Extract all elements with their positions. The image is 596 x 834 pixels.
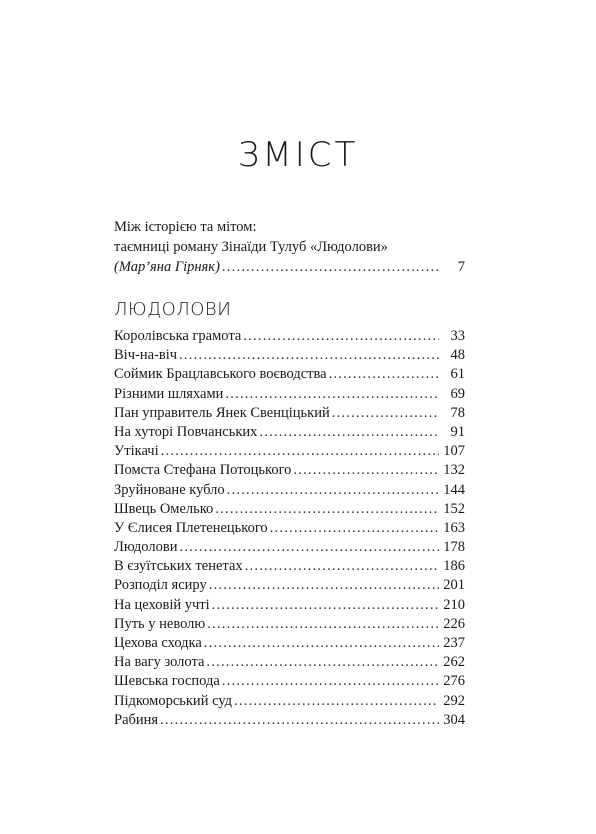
- page-number: 48: [450, 347, 465, 364]
- toc-entry[interactable]: [114, 692, 465, 711]
- toc-entry-title: Королівська грамота: [114, 328, 242, 344]
- intro-title-line-2: таємниці роману Зінаїди Тулуб «Людолови»: [114, 239, 388, 255]
- toc-entry[interactable]: [114, 576, 465, 595]
- toc-entry[interactable]: [114, 519, 465, 538]
- toc-entry-title: Шевська господа: [114, 673, 220, 690]
- dot-leader: [179, 538, 439, 557]
- toc-entry[interactable]: [114, 346, 465, 365]
- dot-leader: [179, 346, 439, 365]
- toc-entry-title: Помста Стефана Потоцького: [114, 462, 292, 479]
- toc-entry[interactable]: [114, 442, 465, 461]
- page-number: 107: [443, 443, 465, 460]
- toc-entry[interactable]: [114, 538, 465, 557]
- page-title: ЗМІСТ: [237, 134, 359, 175]
- toc-entry-title: На хуторі Повчанських: [114, 423, 258, 440]
- toc-entry-title: Зруйноване кубло: [114, 481, 225, 498]
- toc-entry[interactable]: [114, 672, 465, 691]
- toc-entry-title: Підкоморський суд: [114, 692, 233, 709]
- page-number: 186: [443, 558, 465, 575]
- dot-leader: [161, 442, 439, 461]
- dot-leader: [225, 385, 439, 404]
- dot-leader: [215, 500, 439, 519]
- dot-leader: [206, 653, 439, 672]
- dot-leader: [209, 576, 439, 595]
- toc-entry-title: На цеховій учті: [114, 596, 210, 613]
- page-number: 276: [443, 673, 465, 690]
- toc-entry-title: Цехова сходка: [114, 635, 202, 651]
- dot-leader: [212, 596, 439, 615]
- dot-leader: [329, 365, 439, 384]
- toc-entry[interactable]: [114, 423, 465, 442]
- toc-entry[interactable]: [114, 634, 465, 653]
- page-number: 91: [450, 423, 465, 440]
- toc-entry[interactable]: [114, 653, 465, 672]
- page-number: 210: [443, 596, 465, 613]
- page-number: 237: [443, 635, 465, 651]
- toc-entry-title: Віч-на-віч: [114, 347, 178, 364]
- intro-entry[interactable]: [114, 217, 465, 277]
- toc-entry-title: Різними шляхами: [114, 385, 224, 402]
- dot-leader: [204, 634, 439, 653]
- toc-entry-title: Соймик Брацлавського воєводства: [114, 366, 327, 383]
- toc-entry-title: Швець Омелько: [114, 500, 214, 517]
- page-number: 201: [443, 577, 465, 594]
- toc-entry[interactable]: [114, 481, 465, 500]
- page-number: 61: [450, 366, 465, 383]
- page-number: 178: [443, 539, 465, 556]
- intro-author: (Мар’яна Гірняк): [114, 259, 220, 275]
- dot-leader: [160, 711, 439, 730]
- page-number: 132: [443, 462, 465, 479]
- page-number: 33: [450, 328, 465, 344]
- toc-entry-title: Утікачі: [114, 443, 159, 460]
- dot-leader: [222, 672, 439, 691]
- toc-entry-title: У Єлисея Плетенецького: [114, 519, 268, 536]
- toc-entry[interactable]: [114, 711, 465, 730]
- page-number: 226: [443, 615, 465, 632]
- toc-entry-title: Рабиня: [114, 711, 159, 728]
- page-number: 7: [457, 259, 465, 275]
- toc-entry[interactable]: [114, 500, 465, 519]
- toc-entry-title: На вагу золота: [114, 654, 205, 671]
- page-number: 144: [443, 481, 465, 498]
- dot-leader: [293, 461, 439, 480]
- toc-entry[interactable]: [114, 557, 465, 576]
- dot-leader: [207, 615, 439, 634]
- toc-entry[interactable]: [114, 596, 465, 615]
- dot-leader: [270, 519, 439, 538]
- toc-entry-title: Людолови: [114, 539, 178, 556]
- toc-entry-title: Пан управитель Янек Свенціцький: [114, 404, 330, 421]
- toc-entry[interactable]: [114, 461, 465, 480]
- toc-list: [114, 327, 465, 730]
- dot-leader: [243, 327, 439, 346]
- toc-entry-title: Розподіл ясиру: [114, 577, 207, 594]
- intro-title-line-1: Між історією та мітом:: [114, 219, 257, 235]
- section-heading: ЛЮДОЛОВИ: [114, 299, 232, 320]
- toc-entry-title: В єзуїтських тенетах: [114, 558, 243, 575]
- toc-entry[interactable]: [114, 327, 465, 346]
- dot-leader: [234, 692, 439, 711]
- page-number: 292: [443, 692, 465, 709]
- page-number: 78: [450, 404, 465, 421]
- page-number: 304: [443, 711, 465, 728]
- toc-entry[interactable]: [114, 365, 465, 384]
- toc-entry[interactable]: [114, 404, 465, 423]
- page-number: 69: [450, 385, 465, 402]
- dot-leader: [259, 423, 439, 442]
- toc-entry-title: Путь у неволю: [114, 615, 206, 632]
- dot-leader: [245, 557, 439, 576]
- page-number: 152: [443, 500, 465, 517]
- toc-entry[interactable]: [114, 615, 465, 634]
- dot-leader: [222, 257, 439, 277]
- dot-leader: [227, 481, 439, 500]
- toc-entry[interactable]: [114, 385, 465, 404]
- dot-leader: [332, 404, 439, 423]
- intro-author-row: [114, 257, 465, 277]
- page-number: 163: [443, 519, 465, 536]
- page-number: 262: [443, 654, 465, 671]
